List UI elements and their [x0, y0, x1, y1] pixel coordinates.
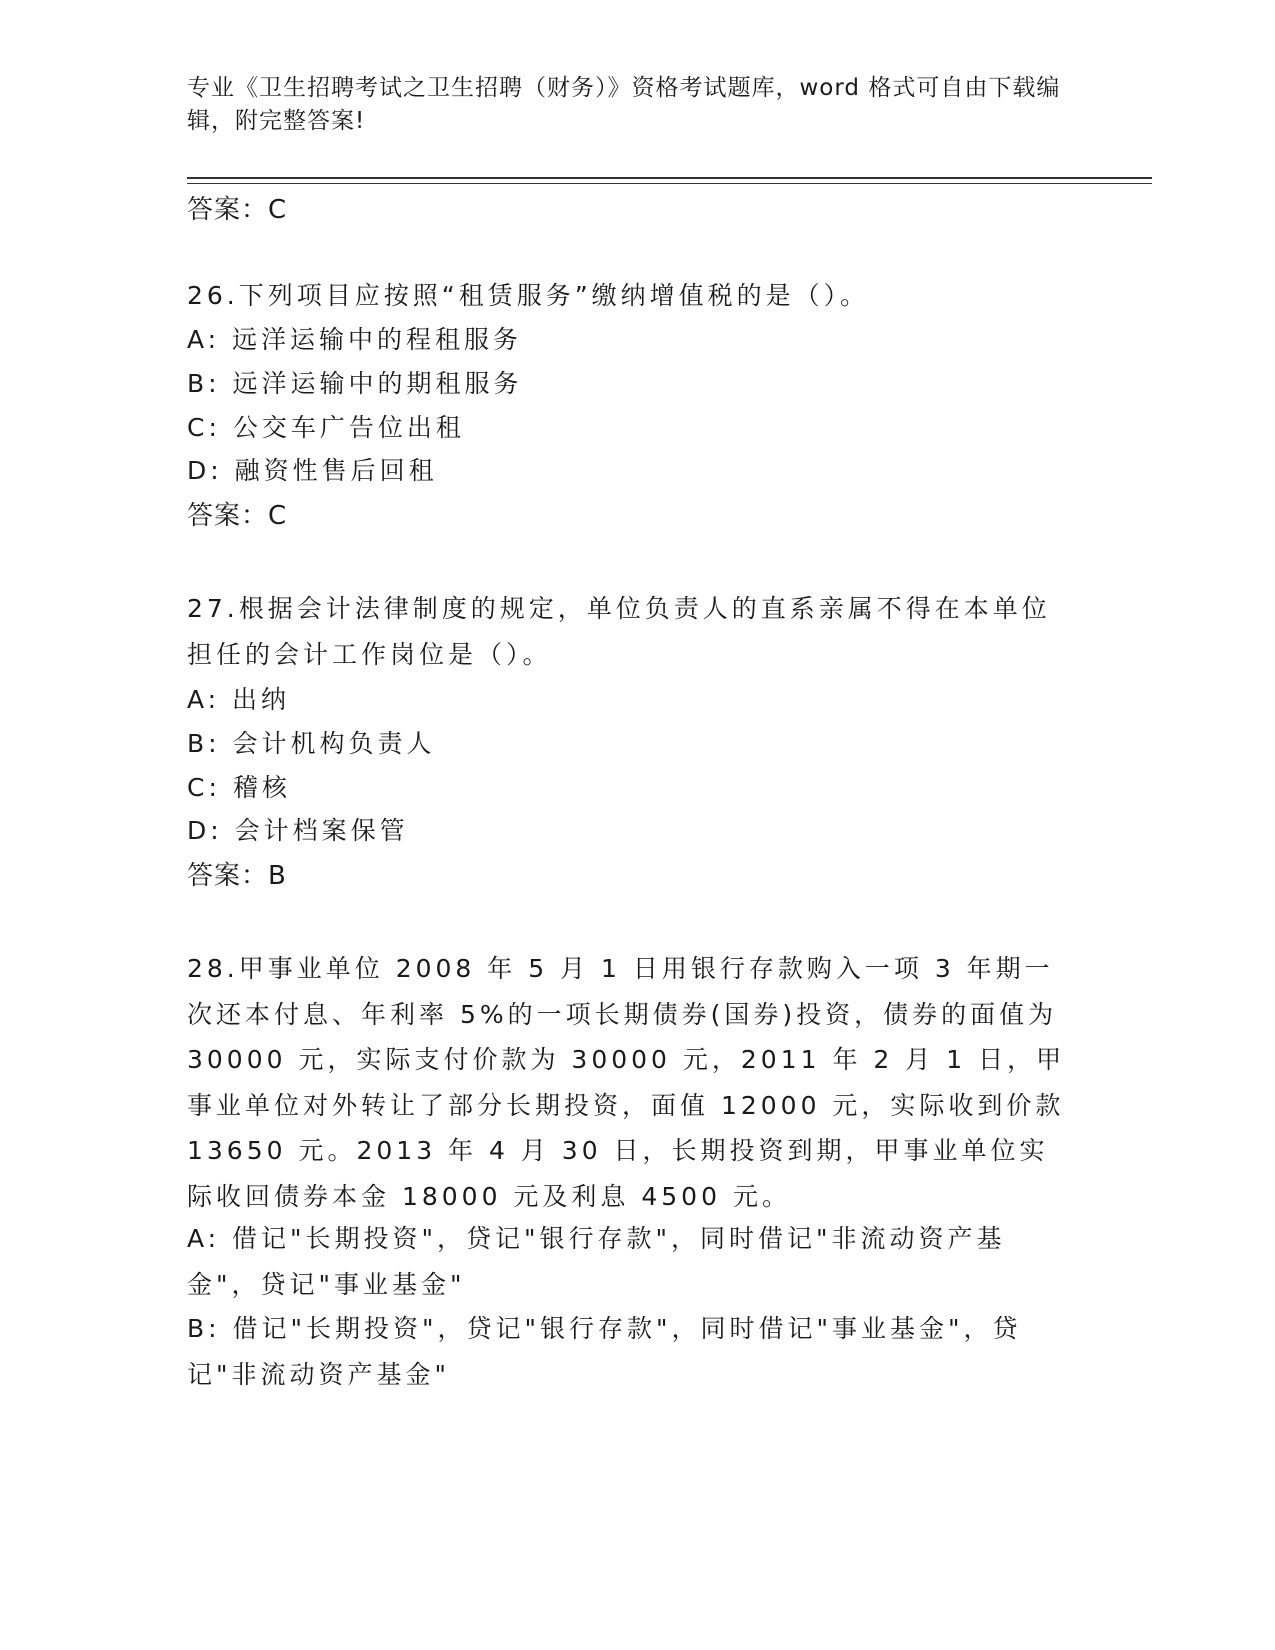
question-28-option-b: B: 借记"长期投资"，贷记"银行存款"，同时借记"事业基金"，贷记"非流动资产基金"	[187, 1314, 1022, 1389]
answer-previous: 答案：C	[187, 195, 288, 225]
page-header: 专业《卫生招聘考试之卫生招聘（财务）》资格考试题库，word 格式可自由下载编辑，附完整答案!	[187, 75, 1061, 134]
question-26-stem: 26.下列项目应按照“租赁服务”缴纳增值税的是（）。	[187, 281, 870, 310]
question-27-option-a: A: 出纳	[187, 685, 291, 714]
question-28-stem: 28.甲事业单位 2008 年 5 月 1 日用银行存款购入一项 3 年期一次还本付息、年利率 5%的一项长期债券(国券)投资，债券的面值为 30000 元，实际支付价款为 30000 元，2011 年 2 月 1 日，甲事业单位对外转让了部分长期投资，面值 12000 元，实际收到价款 13650 元。2013 年 4 月 30 日，长期投资到期，甲事业单位实际收回债券本金 18000 元及利息 4500 元。	[187, 954, 1066, 1211]
question-26-option-d: D: 融资性售后回租	[187, 456, 438, 485]
answer-26: 答案：C	[187, 501, 288, 531]
question-26-option-c: C: 公交车广告位出租	[187, 413, 465, 442]
question-26-option-b: B: 远洋运输中的期租服务	[187, 369, 523, 398]
question-26-option-a: A: 远洋运输中的程租服务	[187, 325, 523, 354]
question-27-stem: 27.根据会计法律制度的规定，单位负责人的直系亲属不得在本单位担任的会计工作岗位是（）。	[187, 594, 1051, 669]
header-rule-thick	[187, 177, 1152, 179]
header-rule-thin	[187, 183, 1152, 184]
question-27-option-c: C: 稽核	[187, 773, 291, 802]
question-28-option-a: A: 借记"长期投资"，贷记"银行存款"，同时借记"非流动资产基金"，贷记"事业基金"	[187, 1224, 1006, 1299]
question-27-option-b: B: 会计机构负责人	[187, 729, 436, 758]
question-27-option-d: D: 会计档案保管	[187, 816, 409, 845]
answer-27: 答案：B	[187, 861, 287, 891]
